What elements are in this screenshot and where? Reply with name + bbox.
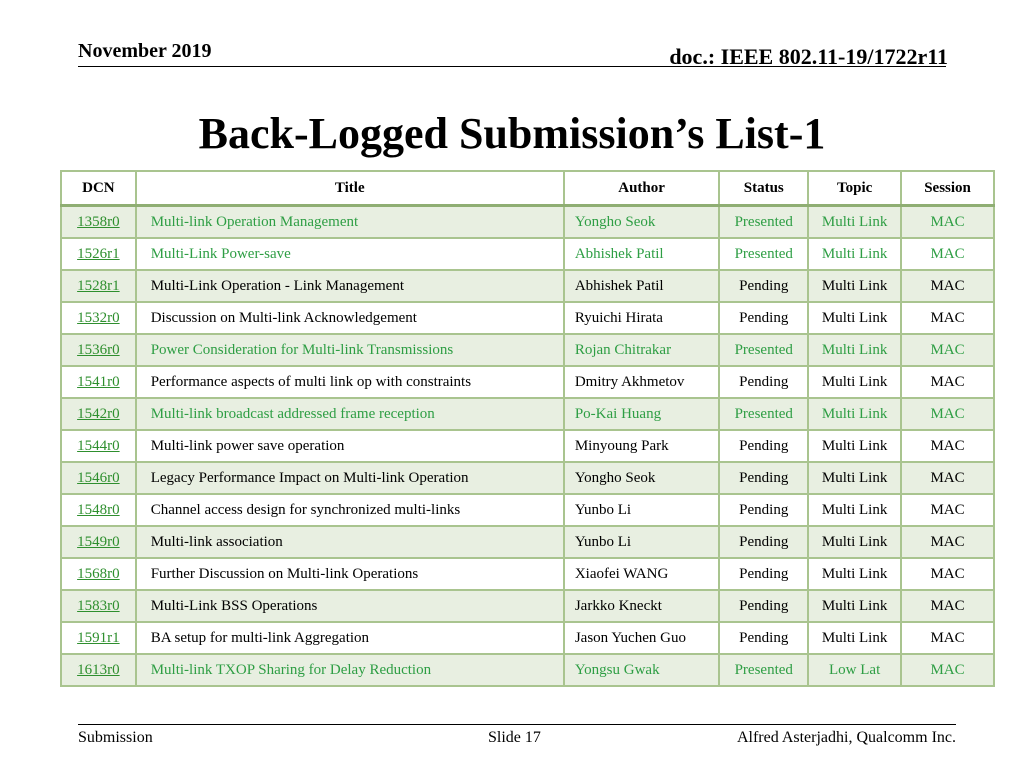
cell-author [564, 590, 720, 622]
column-header-topic: Topic [808, 171, 901, 206]
cell-dcn [61, 622, 136, 654]
cell-session-text: MAC [930, 309, 965, 326]
cell-author [564, 622, 720, 654]
cell-author-text: Ryuichi Hirata [574, 309, 663, 326]
cell-topic [808, 654, 901, 686]
dcn-link[interactable]: 1536r0 [77, 341, 120, 358]
cell-topic [808, 430, 901, 462]
cell-topic-text: Multi Link [821, 277, 888, 294]
cell-status [719, 398, 808, 430]
cell-topic-text: Multi Link [821, 565, 888, 582]
dcn-link[interactable]: 1544r0 [77, 437, 120, 454]
cell-topic-text: Multi Link [821, 309, 888, 326]
cell-status-text: Pending [739, 565, 789, 582]
cell-topic-text: Multi Link [821, 629, 888, 646]
footer-divider [78, 724, 956, 725]
cell-status-text: Presented [734, 341, 793, 358]
cell-dcn [61, 494, 136, 526]
dcn-link[interactable]: 1548r0 [77, 501, 120, 518]
header-date: November 2019 [78, 40, 212, 62]
cell-title [136, 334, 564, 366]
dcn-link[interactable]: 1546r0 [77, 469, 120, 486]
cell-topic [808, 334, 901, 366]
cell-status [719, 270, 808, 302]
cell-topic [808, 558, 901, 590]
table-row [61, 206, 994, 239]
cell-session [901, 430, 994, 462]
cell-dcn [61, 430, 136, 462]
cell-dcn [61, 270, 136, 302]
table-row [61, 622, 994, 654]
cell-title [136, 270, 564, 302]
dcn-link[interactable]: 1528r1 [77, 277, 120, 294]
cell-status [719, 558, 808, 590]
table-row [61, 590, 994, 622]
cell-topic-text: Multi Link [821, 341, 888, 358]
cell-title [136, 622, 564, 654]
cell-session-text: MAC [930, 501, 965, 518]
cell-title [136, 430, 564, 462]
cell-author [564, 494, 720, 526]
cell-session [901, 494, 994, 526]
cell-author [564, 366, 720, 398]
cell-title [136, 654, 564, 686]
cell-dcn [61, 590, 136, 622]
cell-session [901, 558, 994, 590]
cell-dcn [61, 206, 136, 239]
cell-topic [808, 238, 901, 270]
cell-status [719, 494, 808, 526]
column-header-author: Author [564, 171, 720, 206]
cell-topic [808, 270, 901, 302]
cell-session [901, 334, 994, 366]
cell-author-text: Abhishek Patil [574, 277, 664, 294]
cell-title-text: BA setup for multi-link Aggregation [150, 629, 370, 646]
footer-submission: Submission [78, 729, 153, 746]
cell-session-text: MAC [930, 437, 965, 454]
cell-session-text: MAC [930, 533, 965, 550]
cell-topic-text: Low Lat [829, 661, 881, 678]
cell-session-text: MAC [930, 661, 965, 678]
cell-title-text: Multi-link TXOP Sharing for Delay Reduction [150, 661, 432, 678]
cell-author [564, 430, 720, 462]
cell-author [564, 462, 720, 494]
cell-title [136, 206, 564, 239]
cell-status-text: Pending [739, 309, 789, 326]
cell-status-text: Presented [734, 661, 793, 678]
cell-session [901, 622, 994, 654]
cell-status [719, 302, 808, 334]
cell-status-text: Presented [734, 213, 793, 230]
cell-dcn [61, 398, 136, 430]
cell-topic [808, 494, 901, 526]
table-row [61, 654, 994, 686]
table-row [61, 334, 994, 366]
dcn-link[interactable]: 1568r0 [77, 565, 120, 582]
slide-title: Back-Logged Submission’s List-1 [198, 109, 826, 158]
cell-author-text: Abhishek Patil [574, 245, 664, 262]
cell-author-text: Yunbo Li [574, 501, 632, 518]
cell-title [136, 302, 564, 334]
dcn-link[interactable]: 1549r0 [77, 533, 120, 550]
cell-session [901, 366, 994, 398]
cell-status [719, 334, 808, 366]
cell-session-text: MAC [930, 277, 965, 294]
cell-topic-text: Multi Link [821, 405, 888, 422]
dcn-link[interactable]: 1358r0 [77, 213, 120, 230]
cell-session [901, 654, 994, 686]
cell-session-text: MAC [930, 245, 965, 262]
dcn-link[interactable]: 1526r1 [77, 245, 120, 262]
cell-topic-text: Multi Link [821, 373, 888, 390]
cell-session-text: MAC [930, 597, 965, 614]
cell-session [901, 302, 994, 334]
cell-author [564, 206, 720, 239]
cell-topic [808, 462, 901, 494]
cell-title-text: Performance aspects of multi link op with constraints [150, 373, 472, 390]
cell-session-text: MAC [930, 341, 965, 358]
cell-author-text: Yongho Seok [574, 469, 656, 486]
cell-status-text: Pending [739, 437, 789, 454]
cell-title-text: Multi-Link Operation - Link Management [150, 277, 404, 294]
cell-author [564, 270, 720, 302]
cell-session [901, 590, 994, 622]
cell-session [901, 462, 994, 494]
cell-title-text: Multi-Link BSS Operations [150, 597, 318, 614]
column-header-status: Status [719, 171, 808, 206]
footer-author: Alfred Asterjadhi, Qualcomm Inc. [736, 729, 956, 746]
cell-title-text: Discussion on Multi-link Acknowledgement [150, 309, 417, 326]
cell-session [901, 398, 994, 430]
cell-author [564, 654, 720, 686]
table-row [61, 494, 994, 526]
table-row [61, 398, 994, 430]
cell-author [564, 334, 720, 366]
cell-title-text: Multi-link association [150, 533, 283, 550]
cell-author [564, 302, 720, 334]
cell-status [719, 654, 808, 686]
table-row [61, 558, 994, 590]
cell-dcn [61, 462, 136, 494]
cell-title [136, 494, 564, 526]
table-row [61, 430, 994, 462]
cell-topic-text: Multi Link [821, 213, 888, 230]
cell-topic-text: Multi Link [821, 469, 888, 486]
cell-status-text: Pending [739, 629, 789, 646]
cell-topic-text: Multi Link [821, 437, 888, 454]
cell-session-text: MAC [930, 373, 965, 390]
table-row [61, 366, 994, 398]
cell-status-text: Pending [739, 469, 789, 486]
cell-topic [808, 590, 901, 622]
cell-title [136, 526, 564, 558]
cell-status [719, 430, 808, 462]
cell-dcn [61, 238, 136, 270]
cell-author-text: Yongsu Gwak [574, 661, 660, 678]
cell-topic [808, 622, 901, 654]
cell-dcn [61, 526, 136, 558]
column-header-title: Title [136, 171, 564, 206]
cell-status-text: Presented [734, 245, 793, 262]
cell-session [901, 526, 994, 558]
dcn-link[interactable]: 1532r0 [77, 309, 120, 326]
dcn-link[interactable]: 1541r0 [77, 373, 120, 390]
cell-session-text: MAC [930, 405, 965, 422]
cell-author-text: Yunbo Li [574, 533, 632, 550]
cell-status-text: Presented [734, 405, 793, 422]
cell-title-text: Multi-Link Power-save [150, 245, 291, 262]
table-row [61, 238, 994, 270]
column-header-dcn: DCN [61, 171, 136, 206]
submission-table [60, 170, 995, 687]
cell-status-text: Pending [739, 373, 789, 390]
cell-author-text: Minyoung Park [574, 437, 669, 454]
column-header-session: Session [901, 171, 994, 206]
cell-title [136, 590, 564, 622]
cell-status-text: Pending [739, 277, 789, 294]
cell-title [136, 238, 564, 270]
cell-session [901, 206, 994, 239]
cell-author [564, 398, 720, 430]
cell-topic [808, 398, 901, 430]
cell-title-text: Legacy Performance Impact on Multi-link Operation [150, 469, 469, 486]
cell-session [901, 238, 994, 270]
cell-dcn [61, 302, 136, 334]
dcn-link[interactable]: 1613r0 [77, 661, 120, 678]
cell-topic-text: Multi Link [821, 245, 888, 262]
cell-session-text: MAC [930, 469, 965, 486]
cell-topic-text: Multi Link [821, 501, 888, 518]
header-doc-id: doc.: IEEE 802.11-19/1722r11 [669, 44, 948, 69]
dcn-link[interactable]: 1591r1 [77, 629, 120, 646]
cell-author-text: Dmitry Akhmetov [574, 373, 685, 390]
cell-session [901, 270, 994, 302]
cell-status [719, 590, 808, 622]
cell-session-text: MAC [930, 565, 965, 582]
cell-status [719, 366, 808, 398]
cell-dcn [61, 558, 136, 590]
cell-author-text: Xiaofei WANG [574, 565, 669, 582]
dcn-link[interactable]: 1583r0 [77, 597, 120, 614]
cell-topic-text: Multi Link [821, 533, 888, 550]
cell-status-text: Pending [739, 533, 789, 550]
table-row [61, 302, 994, 334]
cell-topic-text: Multi Link [821, 597, 888, 614]
cell-author [564, 558, 720, 590]
cell-title [136, 366, 564, 398]
cell-author-text: Po-Kai Huang [574, 405, 662, 422]
cell-dcn [61, 654, 136, 686]
cell-author-text: Yongho Seok [574, 213, 656, 230]
cell-title [136, 558, 564, 590]
cell-session-text: MAC [930, 629, 965, 646]
cell-status [719, 206, 808, 239]
cell-author [564, 238, 720, 270]
cell-title-text: Power Consideration for Multi-link Transmissions [150, 341, 454, 358]
cell-title-text: Channel access design for synchronized multi-links [150, 501, 461, 518]
cell-title-text: Multi-link broadcast addressed frame reception [150, 405, 435, 422]
cell-title-text: Multi-link Operation Management [150, 213, 359, 230]
cell-dcn [61, 334, 136, 366]
footer-slide-number: Slide 17 [488, 729, 541, 746]
cell-title [136, 462, 564, 494]
dcn-link[interactable]: 1542r0 [77, 405, 120, 422]
cell-author [564, 526, 720, 558]
header-divider [78, 66, 946, 67]
cell-status [719, 462, 808, 494]
table-row [61, 462, 994, 494]
cell-status-text: Pending [739, 597, 789, 614]
table-header-row [61, 171, 994, 206]
cell-author-text: Rojan Chitrakar [574, 341, 672, 358]
table-row [61, 526, 994, 558]
cell-title-text: Further Discussion on Multi-link Operations [150, 565, 419, 582]
cell-topic [808, 366, 901, 398]
cell-status-text: Pending [739, 501, 789, 518]
cell-status [719, 526, 808, 558]
cell-topic [808, 302, 901, 334]
cell-session-text: MAC [930, 213, 965, 230]
cell-status [719, 622, 808, 654]
cell-topic [808, 526, 901, 558]
cell-status [719, 238, 808, 270]
cell-dcn [61, 366, 136, 398]
table-row [61, 270, 994, 302]
cell-topic [808, 206, 901, 239]
cell-author-text: Jason Yuchen Guo [574, 629, 686, 646]
cell-author-text: Jarkko Kneckt [574, 597, 662, 614]
cell-title-text: Multi-link power save operation [150, 437, 345, 454]
cell-title [136, 398, 564, 430]
